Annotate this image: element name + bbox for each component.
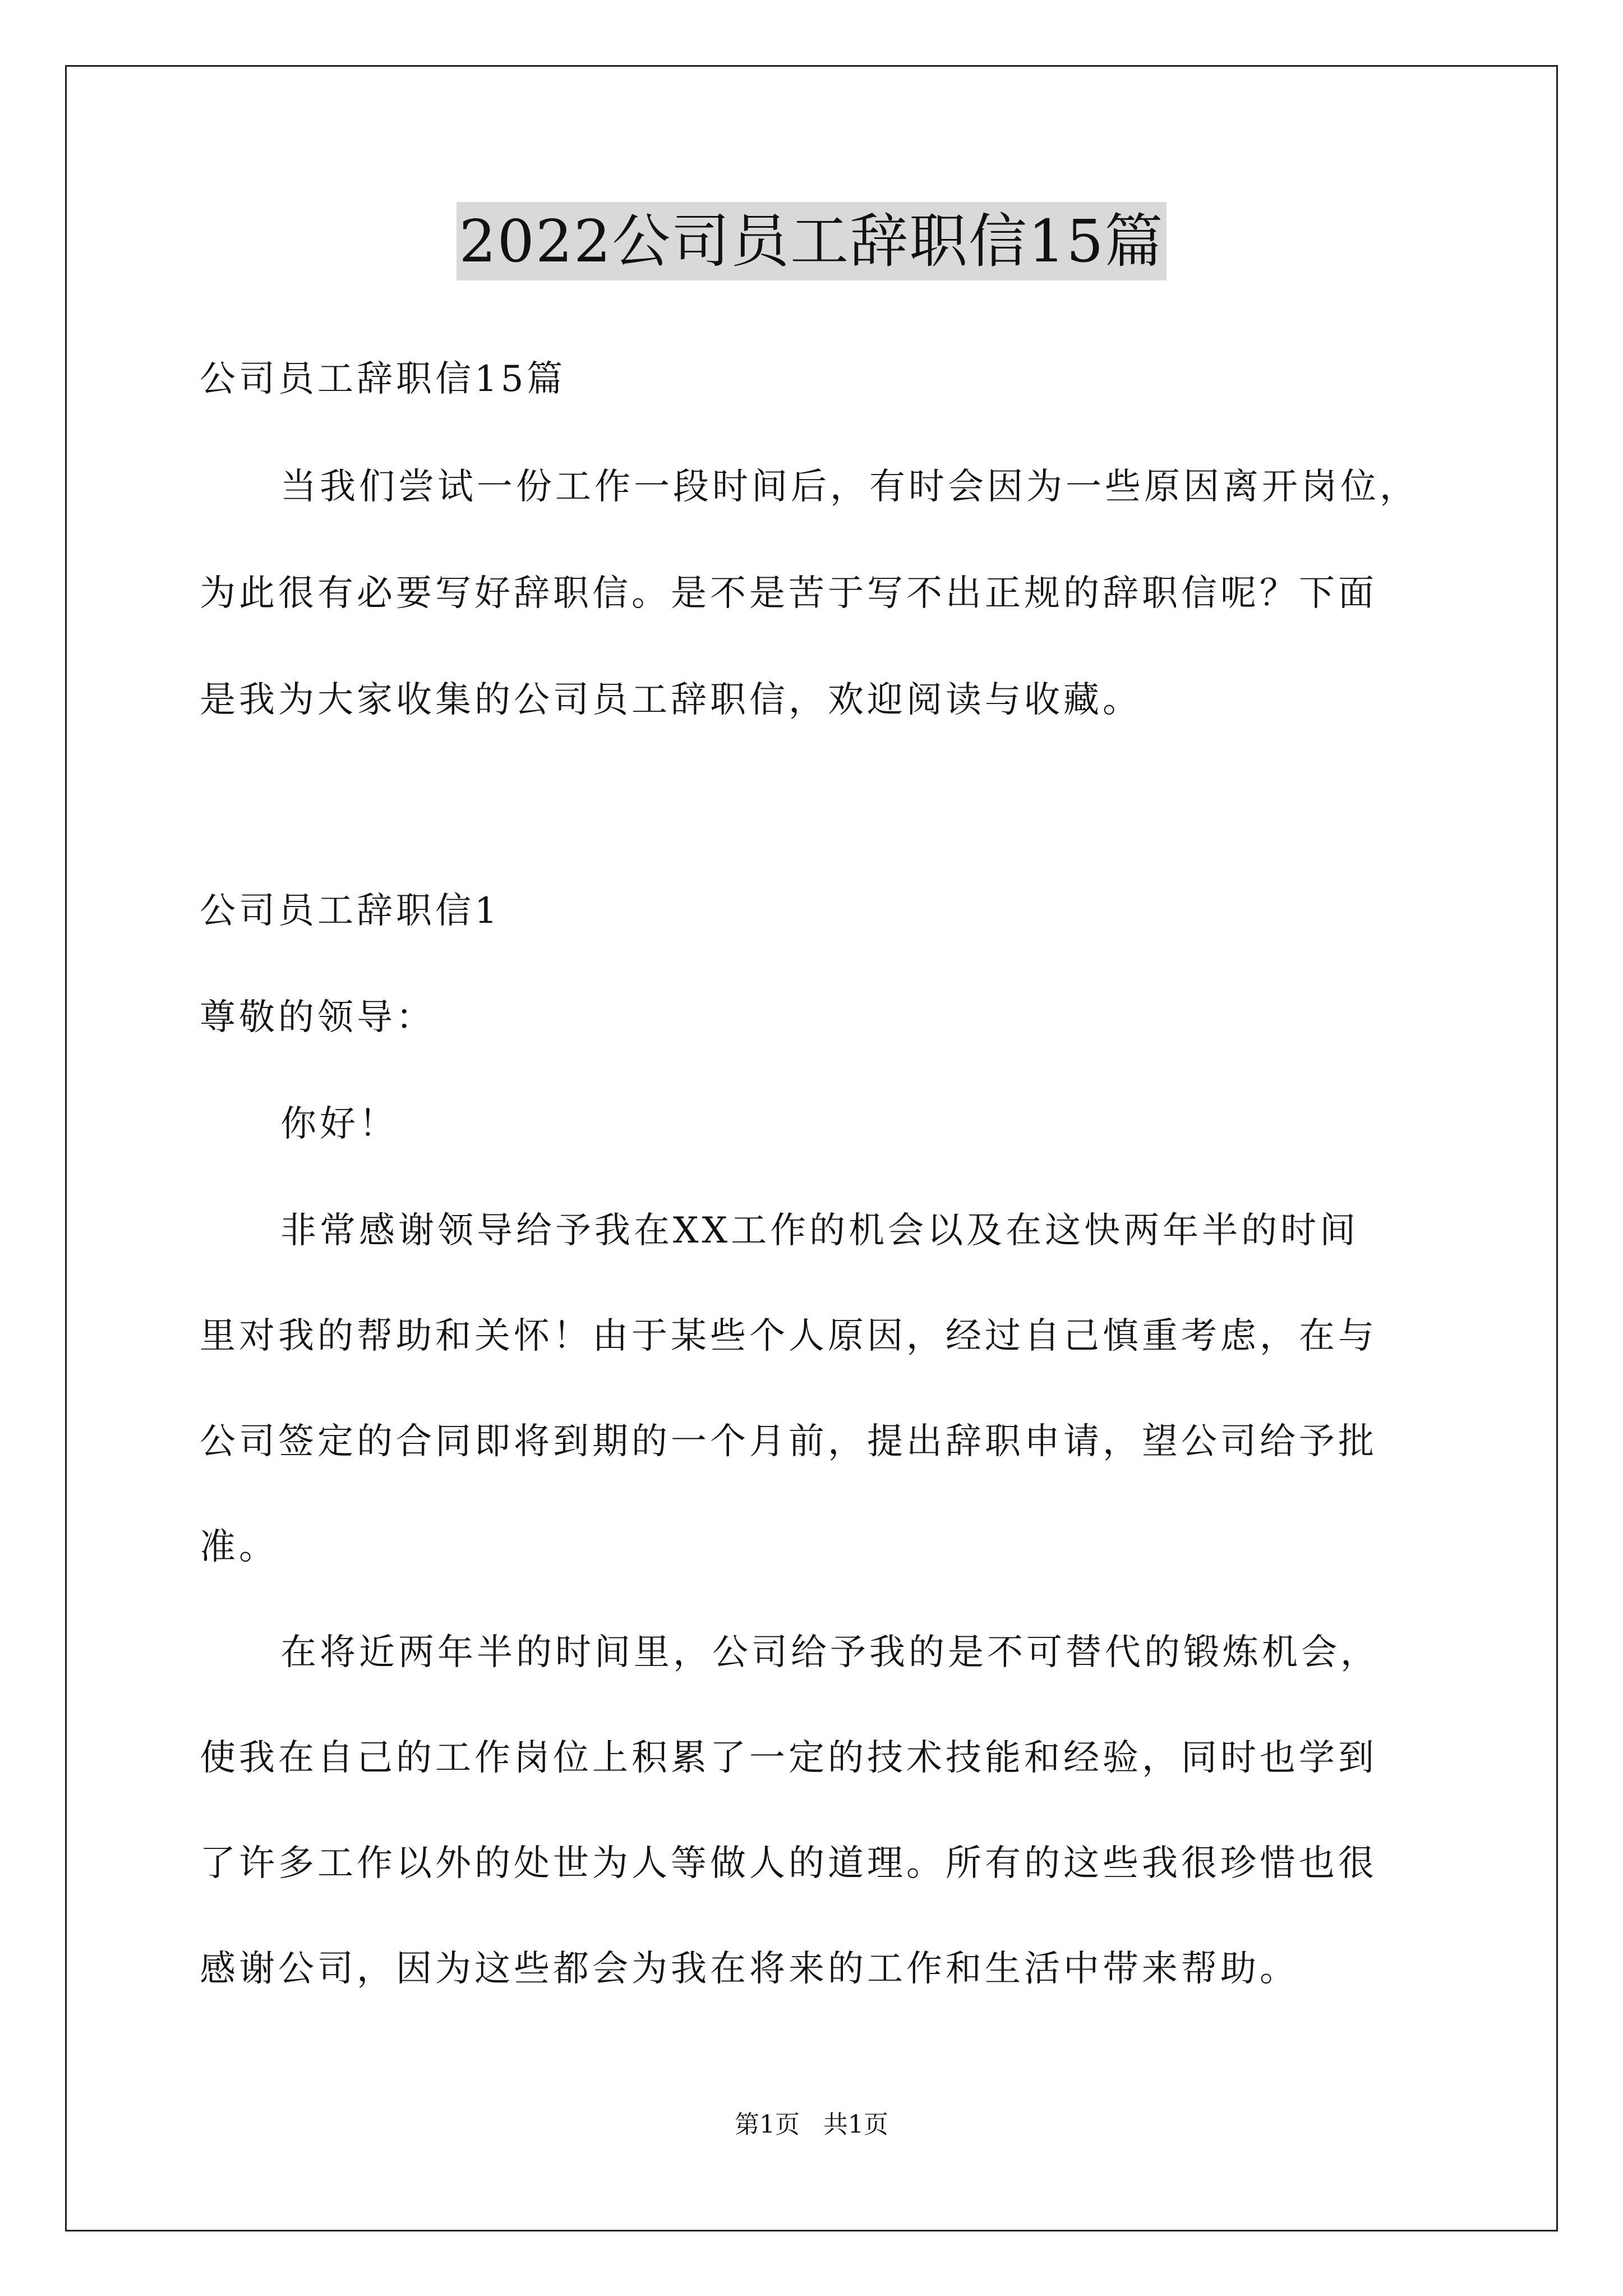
section-heading: 公司员工辞职信1 [200,890,501,932]
paragraph-line: 使我在自己的工作岗位上积累了一定的技术技能和经验，同时也学到 [200,1737,1377,1779]
paragraph-line: 公司签定的合同即将到期的一个月前，提出辞职申请，望公司给予批 [200,1421,1377,1462]
paragraph-line: 准。 [200,1526,278,1568]
intro-line: 当我们尝试一份工作一段时间后，有时会因为一些原因离开岗位， [280,466,1419,508]
intro-line: 是我为大家收集的公司员工辞职信，欢迎阅读与收藏。 [200,679,1142,721]
intro-line: 为此很有必要写好辞职信。是不是苦于写不出正规的辞职信呢？下面 [200,573,1377,614]
greeting: 你好！ [280,1103,398,1145]
page-number-footer: 第1页 共1页 [735,2110,888,2139]
salutation: 尊敬的领导： [200,997,435,1038]
paragraph-line: 非常感谢领导给予我在XX工作的机会以及在这快两年半的时间 [280,1210,1359,1251]
paragraph-line: 了许多工作以外的处世为人等做人的道理。所有的这些我很珍惜也很 [200,1843,1377,1884]
document-subtitle: 公司员工辞职信15篇 [200,358,566,400]
paragraph-line: 感谢公司，因为这些都会为我在将来的工作和生活中带来帮助。 [200,1948,1299,1990]
document-title: 2022公司员工辞职信15篇 [457,202,1166,280]
title-container [0,202,1623,280]
paragraph-line: 里对我的帮助和关怀！由于某些个人原因，经过自己慎重考虑，在与 [200,1315,1377,1357]
paragraph-line: 在将近两年半的时间里，公司给予我的是不可替代的锻炼机会， [280,1632,1380,1673]
